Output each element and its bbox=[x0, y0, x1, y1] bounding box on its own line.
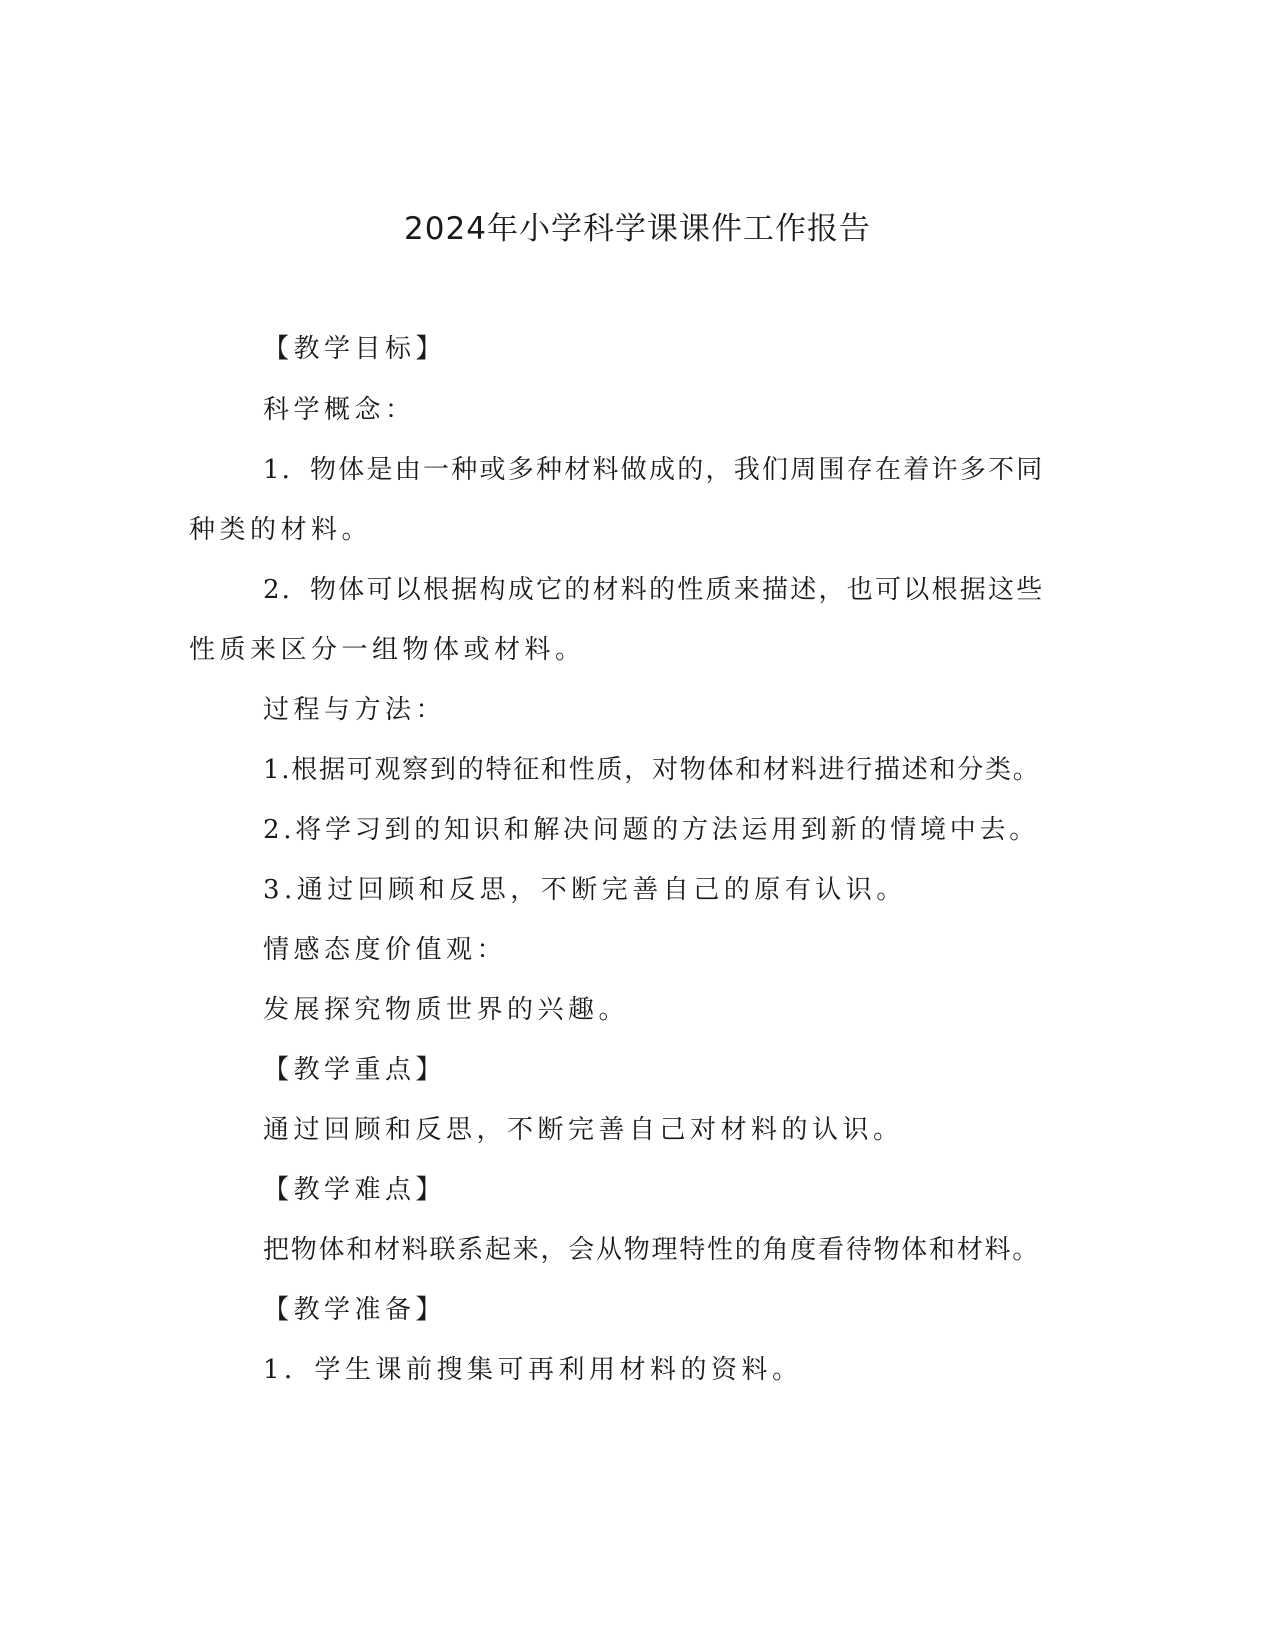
paragraph-line: 3.通过回顾和反思，不断完善自己的原有认识。 bbox=[263, 875, 907, 905]
section-heading-teaching-goals: 【教学目标】 bbox=[263, 334, 447, 364]
paragraph-line: 2.将学习到的知识和解决问题的方法运用到新的情境中去。 bbox=[263, 815, 1040, 845]
section-heading-teaching-preparation: 【教学准备】 bbox=[263, 1295, 447, 1325]
paragraph-line: 1.根据可观察到的特征和性质，对物体和材料进行描述和分类。 bbox=[263, 755, 1041, 785]
paragraph-line: 通过回顾和反思，不断完善自己对材料的认识。 bbox=[263, 1115, 904, 1145]
paragraph-line: 种类的材料。 bbox=[189, 515, 373, 545]
subheading-process-methods: 过程与方法： bbox=[263, 695, 447, 725]
paragraph-line: 把物体和材料联系起来，会从物理特性的角度看待物体和材料。 bbox=[263, 1235, 1041, 1265]
paragraph-line: 1．学生课前搜集可再利用材料的资料。 bbox=[263, 1355, 803, 1385]
paragraph-line: 1．物体是由一种或多种材料做成的，我们周围存在着许多不同 bbox=[263, 455, 1045, 485]
section-heading-teaching-difficulty: 【教学难点】 bbox=[263, 1175, 447, 1205]
document-title: 2024年小学科学课课件工作报告 bbox=[404, 211, 871, 247]
subheading-science-concepts: 科学概念： bbox=[263, 395, 416, 425]
section-heading-teaching-focus: 【教学重点】 bbox=[263, 1055, 447, 1085]
paragraph-line: 性质来区分一组物体或材料。 bbox=[189, 635, 586, 665]
paragraph-line: 2．物体可以根据构成它的材料的性质来描述，也可以根据这些 bbox=[263, 575, 1045, 605]
subheading-attitudes-values: 情感态度价值观： bbox=[263, 935, 508, 965]
paragraph-line: 发展探究物质世界的兴趣。 bbox=[263, 995, 630, 1025]
